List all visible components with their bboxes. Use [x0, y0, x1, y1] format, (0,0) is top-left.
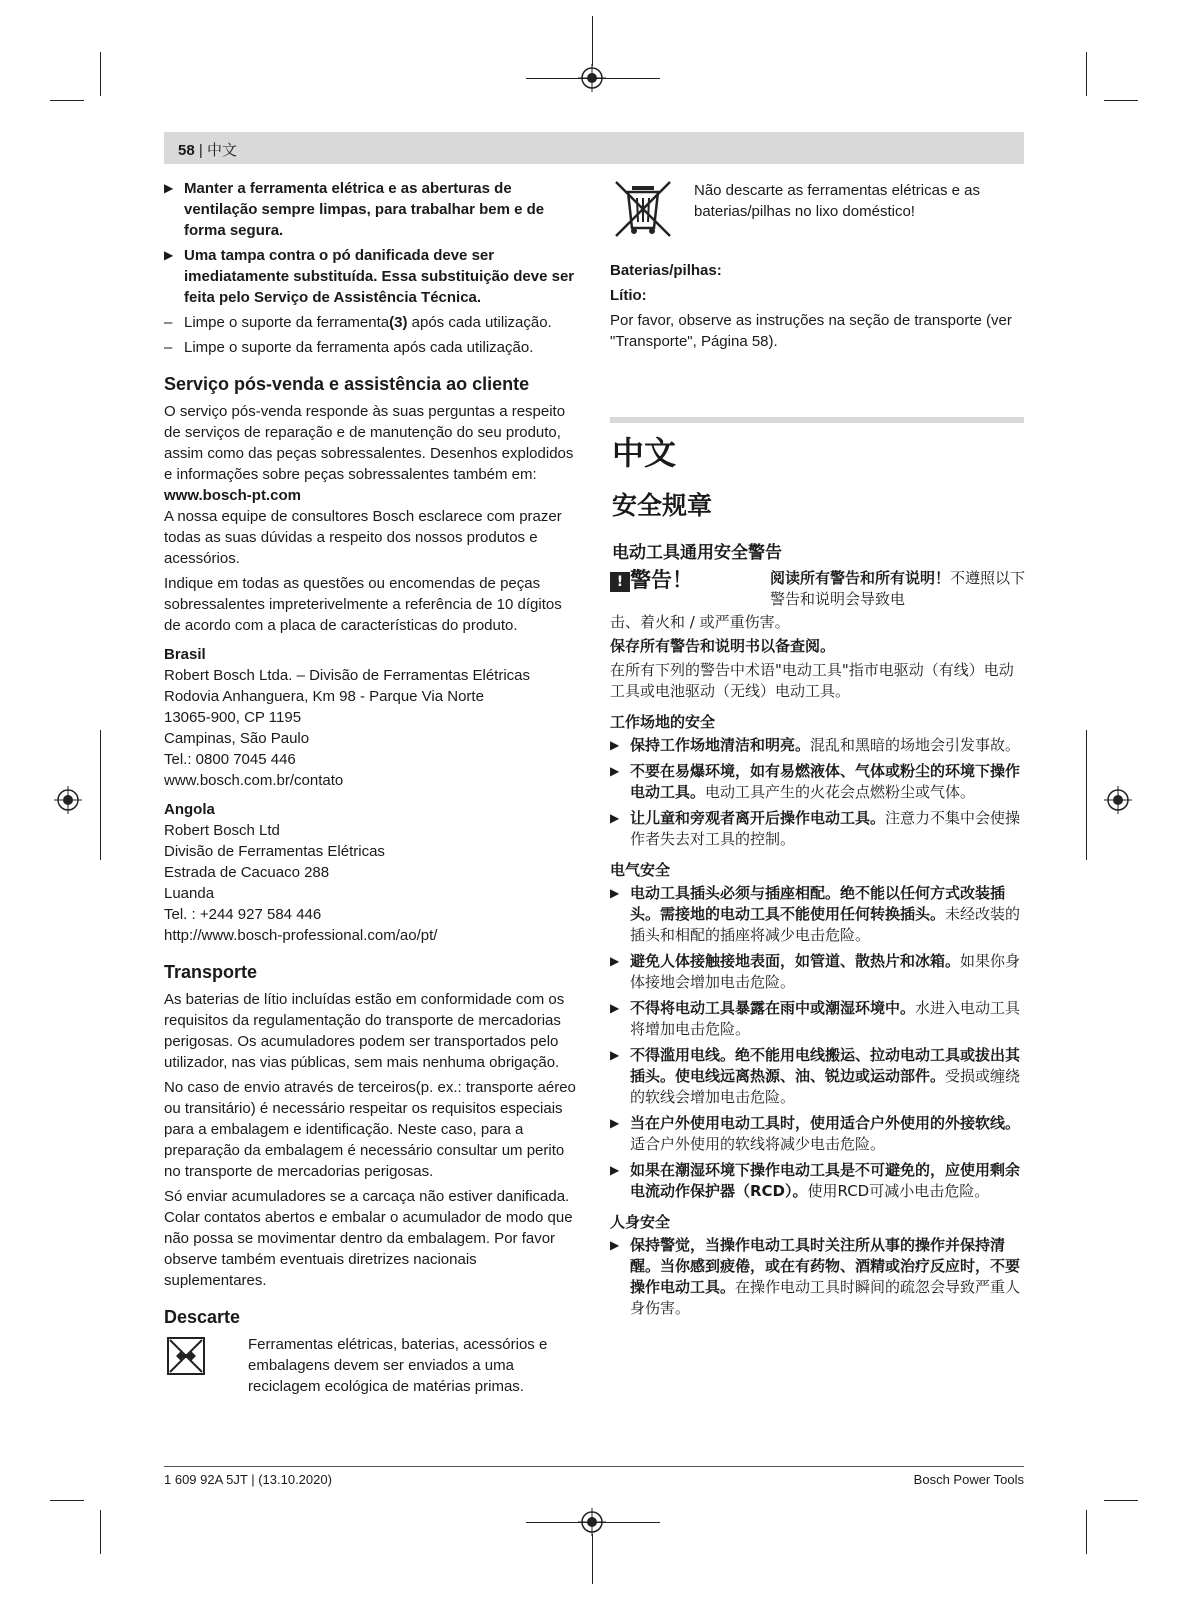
- header-separator: |: [198, 142, 203, 159]
- right-column: [610, 178, 1024, 356]
- crop-mark: [1086, 730, 1087, 860]
- zh-language-title: 中文: [612, 434, 677, 472]
- zh-safety-title: 安全规章: [612, 491, 713, 520]
- keep-instructions: 保存所有警告和说明书以备查阅。: [610, 637, 836, 655]
- work-area-item: ▶ 让儿童和旁观者离开后操作电动工具。注意力不集中会使操作者失去对工具的控制。: [610, 809, 1021, 848]
- angola-heading: Angola: [164, 801, 215, 818]
- crossed-bin-icon: [612, 178, 674, 240]
- electrical-heading: 电气安全: [610, 861, 671, 879]
- weee-text: Não descarte as ferramentas elétricas e as baterias/pilhas no lixo doméstico!: [694, 182, 980, 220]
- recycle-box-icon: [166, 1336, 206, 1376]
- footer-doc-id: 1 609 92A 5JT | (13.10.2020): [164, 1472, 332, 1487]
- footer-rule: [164, 1466, 1024, 1467]
- electrical-item: ▶ 不得滥用电线。绝不能用电线搬运、拉动电动工具或拔出其插头。使电线远离热源、油、锐边或运动部件。受损或缠绕的软线会增加电击危险。: [610, 1046, 1021, 1106]
- angola-link[interactable]: http://www.bosch-professional.com/ao/pt/: [164, 927, 438, 944]
- maintenance-dash-item: – Limpe o suporte da ferramenta após cada utilização.: [164, 339, 534, 356]
- crop-mark: [1086, 52, 1087, 96]
- maintenance-bullet: ▶ Uma tampa contra o pó danificada deve ser imediatamente substituída. Essa substituição deve ser feita pelo Serviço de Assistência Técnica.: [164, 247, 575, 306]
- page-number: 58: [178, 142, 195, 159]
- electrical-item: ▶ 如果在潮湿环境下操作电动工具是不可避免的，应使用剩余电流动作保护器（RCD）。使用RCD可减小电击危险。: [610, 1161, 1021, 1200]
- crop-mark: [1104, 1500, 1138, 1501]
- maintenance-bullet: ▶ Manter a ferramenta elétrica e as aberturas de ventilação sempre limpas, para trabalhar bem e de forma segura.: [164, 180, 545, 239]
- brasil-heading: Brasil: [164, 646, 206, 663]
- personal-heading: 人身安全: [610, 1213, 671, 1231]
- registration-target-icon: [576, 1506, 608, 1538]
- warning-bold: 阅读所有警告和所有说明！: [770, 569, 951, 587]
- warning-text-cont: 击、着火和 / 或严重伤害。: [610, 613, 790, 631]
- personal-item: ▶ 保持警觉，当操作电动工具时关注所从事的操作并保持清醒。当你感到疲倦，或在有药物、酒精或治疗反应时，不要操作电动工具。在操作电动工具时瞬间的疏忽会导致严重人身伤害。: [610, 1236, 1021, 1317]
- litio-text: Por favor, observe as instruções na seção de transporte (ver "Transporte", Página 58).: [610, 312, 1012, 350]
- left-column: [164, 178, 576, 1404]
- electrical-item: ▶ 当在户外使用电动工具时，使用适合户外使用的外接软线。适合户外使用的软线将减少电击危险。: [610, 1114, 1021, 1153]
- crop-mark: [592, 16, 593, 66]
- crop-mark: [1086, 1510, 1087, 1554]
- work-area-item: ▶ 不要在易爆环境，如有易燃液体、气体或粉尘的环境下操作电动工具。电动工具产生的火花会点燃粉尘或气体。: [610, 762, 1021, 801]
- transporte-heading: Transporte: [164, 962, 258, 982]
- crop-mark: [100, 1510, 101, 1554]
- crop-mark: [100, 52, 101, 96]
- zh-general-title: 电动工具通用安全警告: [612, 543, 782, 563]
- work-area-heading: 工作场地的安全: [610, 713, 716, 731]
- baterias-heading: Baterias/pilhas:: [610, 262, 722, 279]
- transporte-paragraph: No caso de envio através de terceiros(p. ex.: transporte aéreo ou transitário) é necessário respeitar os requisitos especiais para a embalagem e identificação. Neste caso, para a preparação da embalagem é necessário consultar um perito no transporte de mercadorias perigosas.: [164, 1079, 576, 1180]
- brasil-link[interactable]: www.bosch.com.br/contato: [164, 772, 344, 789]
- crop-mark: [1104, 100, 1138, 101]
- service-paragraph: A nossa equipe de consultores Bosch esclarece com prazer todas as suas dúvidas a respeito dos nossos produtos e acessórios.: [164, 508, 562, 567]
- crop-mark: [50, 100, 84, 101]
- transporte-paragraph: Só enviar acumuladores se a carcaça não estiver danificada. Colar contatos abertos e embalar o acumulador de modo que não possa se movimentar dentro da embalagem. Por favor observe também eventuais diretrizes nacionais suplementares.: [164, 1188, 573, 1289]
- registration-target-icon: [576, 62, 608, 94]
- header-language: 中文: [206, 142, 237, 159]
- litio-heading: Lítio:: [610, 287, 647, 304]
- footer-brand: Bosch Power Tools: [913, 1472, 1024, 1487]
- work-area-item: ▶ 保持工作场地清洁和明亮。混乱和黑暗的场地会引发事故。: [610, 736, 1021, 754]
- crop-mark: [100, 730, 101, 860]
- zh-section-rule: [610, 417, 1024, 423]
- warning-label: ! 警告！: [610, 570, 693, 592]
- registration-target-icon: [52, 784, 84, 816]
- descarte-heading: Descarte: [164, 1307, 241, 1327]
- service-paragraph: O serviço pós-venda responde às suas perguntas a respeito de serviços de reparação e de manutenção do seu produto, assim como das peças sobressalentes. Desenhos explodidos e informações sobre peças sobressalentes também em:: [164, 403, 574, 483]
- term-definition: 在所有下列的警告中术语"电动工具"指市电驱动（有线）电动工具或电池驱动（无线）电动工具。: [610, 661, 1014, 700]
- service-heading: Serviço pós-venda e assistência ao cliente: [164, 374, 530, 394]
- angola-address: Robert Bosch Ltd Divisão de Ferramentas Elétricas Estrada de Cacuaco 288 Luanda Tel. : +244 927 584 446 http://www.bosch-professional.com/ao/pt/: [164, 820, 576, 946]
- zh-warning-block: [610, 568, 1024, 1324]
- crop-mark: [592, 1534, 593, 1584]
- page-header: [164, 132, 1024, 164]
- registration-target-icon: [1102, 784, 1134, 816]
- service-url[interactable]: www.bosch-pt.com: [164, 487, 301, 504]
- crop-mark: [50, 1500, 84, 1501]
- electrical-item: ▶ 不得将电动工具暴露在雨中或潮湿环境中。水进入电动工具将增加电击危险。: [610, 999, 1021, 1038]
- electrical-item: ▶ 避免人体接触接地表面，如管道、散热片和冰箱。如果你身体接地会增加电击危险。: [610, 952, 1021, 991]
- electrical-item: ▶ 电动工具插头必须与插座相配。绝不能以任何方式改装插头。需接地的电动工具不能使用任何转换插头。未经改装的插头和相配的插座将减少电击危险。: [610, 884, 1021, 944]
- maintenance-dash-item: – Limpe o suporte da ferramenta(3) após cada utilização.: [164, 314, 552, 331]
- warning-triangle-icon: !: [610, 572, 630, 592]
- transporte-paragraph: As baterias de lítio incluídas estão em conformidade com os requisitos da regulamentação do transporte de mercadorias perigosas. Os acumuladores podem ser transportados pelo utilizador, nas vias públicas, sem mais nenhuma obrigação.: [164, 991, 565, 1071]
- service-paragraph: Indique em todas as questões ou encomendas de peças sobressalentes impreterivelmente a referência de 10 dígitos de acordo com a placa de características do produto.: [164, 575, 562, 634]
- warning-text: 不遵照以下警告和说明会导致电: [770, 569, 1026, 608]
- brasil-address: Robert Bosch Ltda. – Divisão de Ferramentas Elétricas Rodovia Anhanguera, Km 98 - Parque Via Norte 13065-900, CP 1195 Campinas, São Paulo Tel.: 0800 7045 446 www.bosch.com.br/contato: [164, 665, 576, 791]
- descarte-text: Ferramentas elétricas, baterias, acessórios e embalagens devem ser enviados a uma reciclagem ecológica de matérias primas.: [248, 1336, 548, 1395]
